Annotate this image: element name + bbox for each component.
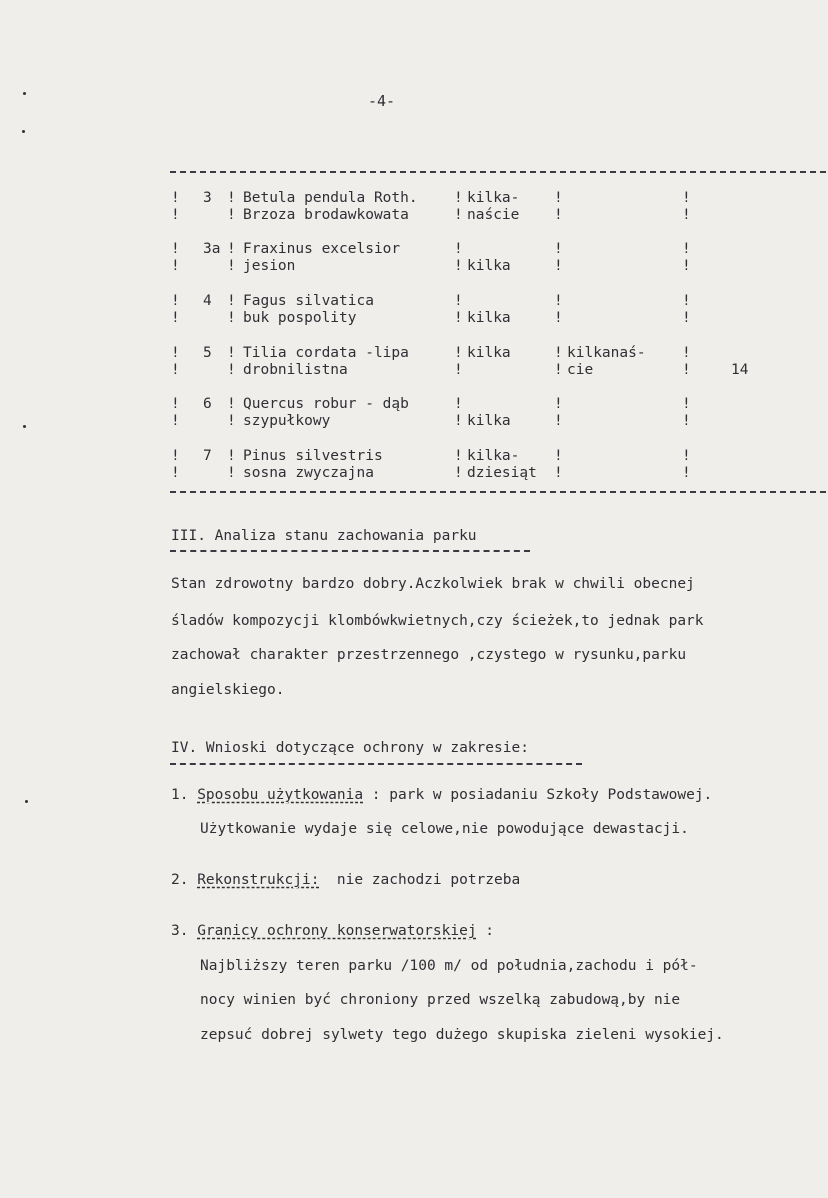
column-separator: ! xyxy=(682,293,691,309)
column-separator: ! xyxy=(227,258,236,274)
species-polish: jesion xyxy=(243,258,296,274)
species-polish: szypułkowy xyxy=(243,413,331,429)
column-separator: ! xyxy=(227,413,236,429)
column-separator: ! xyxy=(454,258,463,274)
count-cell: kilka xyxy=(467,413,511,429)
count-cell-2: kilkanaś- xyxy=(567,345,646,361)
section-4-heading: IV. Wnioski dotyczące ochrony w zakresie: xyxy=(171,740,529,756)
item-3-number: 3. xyxy=(171,923,189,939)
column-separator: ! xyxy=(554,345,563,361)
item-3-label: Granicy ochrony konserwatorskiej xyxy=(197,923,477,939)
table-bottom-rule xyxy=(170,491,826,493)
item-2-number: 2. xyxy=(171,872,189,888)
item-3-separator: : xyxy=(476,923,495,939)
column-separator: ! xyxy=(171,241,180,257)
count-cell: kilka xyxy=(467,258,511,274)
column-separator: ! xyxy=(171,448,180,464)
section-3-line: angielskiego. xyxy=(171,682,285,698)
column-separator: ! xyxy=(554,293,563,309)
species-latin: Fagus silvatica xyxy=(243,293,374,309)
species-polish: sosna zwyczajna xyxy=(243,465,374,481)
row-number: 6 xyxy=(203,396,212,412)
column-separator: ! xyxy=(171,310,180,326)
table-row xyxy=(171,241,771,277)
column-separator: ! xyxy=(682,207,691,223)
species-latin: Tilia cordata -lipa xyxy=(243,345,409,361)
count-cell: kilka- xyxy=(467,190,520,206)
row-number: 3a xyxy=(203,241,221,257)
column-separator: ! xyxy=(682,241,691,257)
species-polish: drobnilistna xyxy=(243,362,348,378)
column-separator: ! xyxy=(227,310,236,326)
column-separator: ! xyxy=(454,448,463,464)
column-separator: ! xyxy=(171,345,180,361)
column-separator: ! xyxy=(171,465,180,481)
item-3-line: zepsuć dobrej sylwety tego dużego skupiska zieleni wysokiej. xyxy=(200,1027,724,1043)
column-separator: ! xyxy=(554,362,563,378)
section-3-line: zachował charakter przestrzennego ,czystego w rysunku,parku xyxy=(171,647,687,663)
column-separator: ! xyxy=(171,190,180,206)
column-separator: ! xyxy=(454,293,463,309)
column-separator: ! xyxy=(554,310,563,326)
species-latin: Quercus robur - dąb xyxy=(243,396,409,412)
count-cell: kilka xyxy=(467,345,511,361)
column-separator: ! xyxy=(454,310,463,326)
section-3-line: śladów kompozycji klombówkwietnych,czy ścieżek,to jednak park xyxy=(171,613,704,629)
scan-mark xyxy=(23,92,26,95)
column-separator: ! xyxy=(682,396,691,412)
column-separator: ! xyxy=(227,207,236,223)
column-separator: ! xyxy=(682,465,691,481)
column-separator: ! xyxy=(682,258,691,274)
column-separator: ! xyxy=(227,293,236,309)
column-separator: ! xyxy=(682,190,691,206)
section-3-heading: III. Analiza stanu zachowania parku xyxy=(171,528,477,544)
column-separator: ! xyxy=(454,396,463,412)
row-number: 4 xyxy=(203,293,212,309)
table-row xyxy=(171,396,771,432)
table-row xyxy=(171,448,771,484)
scan-mark xyxy=(23,425,26,428)
item-1-text: park w posiadaniu Szkoły Podstawowej. xyxy=(389,787,713,803)
item-2-label: Rekonstrukcji: xyxy=(197,872,320,888)
column-separator: ! xyxy=(454,207,463,223)
item-1-label: Sposobu użytkowania xyxy=(197,787,364,803)
item-3 xyxy=(171,923,494,939)
column-separator: ! xyxy=(554,413,563,429)
species-latin: Fraxinus excelsior xyxy=(243,241,401,257)
column-separator: ! xyxy=(227,190,236,206)
column-separator: ! xyxy=(227,396,236,412)
row-number: 3 xyxy=(203,190,212,206)
item-2 xyxy=(171,872,520,888)
row-number: 5 xyxy=(203,345,212,361)
count-cell: kilka xyxy=(467,310,511,326)
column-separator: ! xyxy=(682,413,691,429)
species-latin: Pinus silvestris xyxy=(243,448,383,464)
column-separator: ! xyxy=(554,396,563,412)
count-cell: kilka- xyxy=(467,448,520,464)
count-cell: dziesiąt xyxy=(467,465,537,481)
column-separator: ! xyxy=(171,293,180,309)
item-2-text: nie zachodzi potrzeba xyxy=(319,872,521,888)
species-latin: Betula pendula Roth. xyxy=(243,190,418,206)
column-separator: ! xyxy=(171,207,180,223)
column-separator: ! xyxy=(554,190,563,206)
count-cell: naście xyxy=(467,207,520,223)
column-separator: ! xyxy=(171,413,180,429)
item-3-line: Najbliższy teren parku /100 m/ od południa,zachodu i pół- xyxy=(200,958,698,974)
table-top-rule xyxy=(170,171,826,173)
table-row xyxy=(171,190,771,226)
section-3-heading-rule xyxy=(170,550,530,552)
section-3-line: Stan zdrowotny bardzo dobry.Aczkolwiek brak w chwili obecnej xyxy=(171,576,695,592)
item-1-line-2: Użytkowanie wydaje się celowe,nie powodujące dewastacji. xyxy=(200,821,689,837)
column-separator: ! xyxy=(682,362,691,378)
column-separator: ! xyxy=(454,190,463,206)
column-separator: ! xyxy=(682,448,691,464)
table-row xyxy=(171,293,771,329)
table-row xyxy=(171,345,771,381)
column-separator: ! xyxy=(454,241,463,257)
page-number: -4- xyxy=(368,92,396,110)
column-separator: ! xyxy=(682,310,691,326)
column-separator: ! xyxy=(171,396,180,412)
column-separator: ! xyxy=(227,345,236,361)
species-polish: buk pospolity xyxy=(243,310,357,326)
column-separator: ! xyxy=(454,413,463,429)
column-separator: ! xyxy=(682,345,691,361)
column-separator: ! xyxy=(227,465,236,481)
scan-mark xyxy=(25,800,28,803)
column-separator: ! xyxy=(171,362,180,378)
species-polish: Brzoza brodawkowata xyxy=(243,207,409,223)
column-separator: ! xyxy=(554,465,563,481)
column-separator: ! xyxy=(227,448,236,464)
column-separator: ! xyxy=(554,241,563,257)
item-3-line: nocy winien być chroniony przed wszelką zabudową,by nie xyxy=(200,992,681,1008)
column-separator: ! xyxy=(227,241,236,257)
scan-mark xyxy=(22,130,25,133)
item-1-separator: : xyxy=(363,787,390,803)
item-1 xyxy=(171,787,712,803)
column-separator: ! xyxy=(171,258,180,274)
column-separator: ! xyxy=(454,465,463,481)
item-1-number: 1. xyxy=(171,787,189,803)
count-cell-3: 14 xyxy=(731,362,749,378)
column-separator: ! xyxy=(454,362,463,378)
row-number: 7 xyxy=(203,448,212,464)
column-separator: ! xyxy=(554,258,563,274)
column-separator: ! xyxy=(554,207,563,223)
count-cell-2: cie xyxy=(567,362,594,378)
column-separator: ! xyxy=(554,448,563,464)
section-4-heading-rule xyxy=(170,763,582,765)
column-separator: ! xyxy=(454,345,463,361)
column-separator: ! xyxy=(227,362,236,378)
